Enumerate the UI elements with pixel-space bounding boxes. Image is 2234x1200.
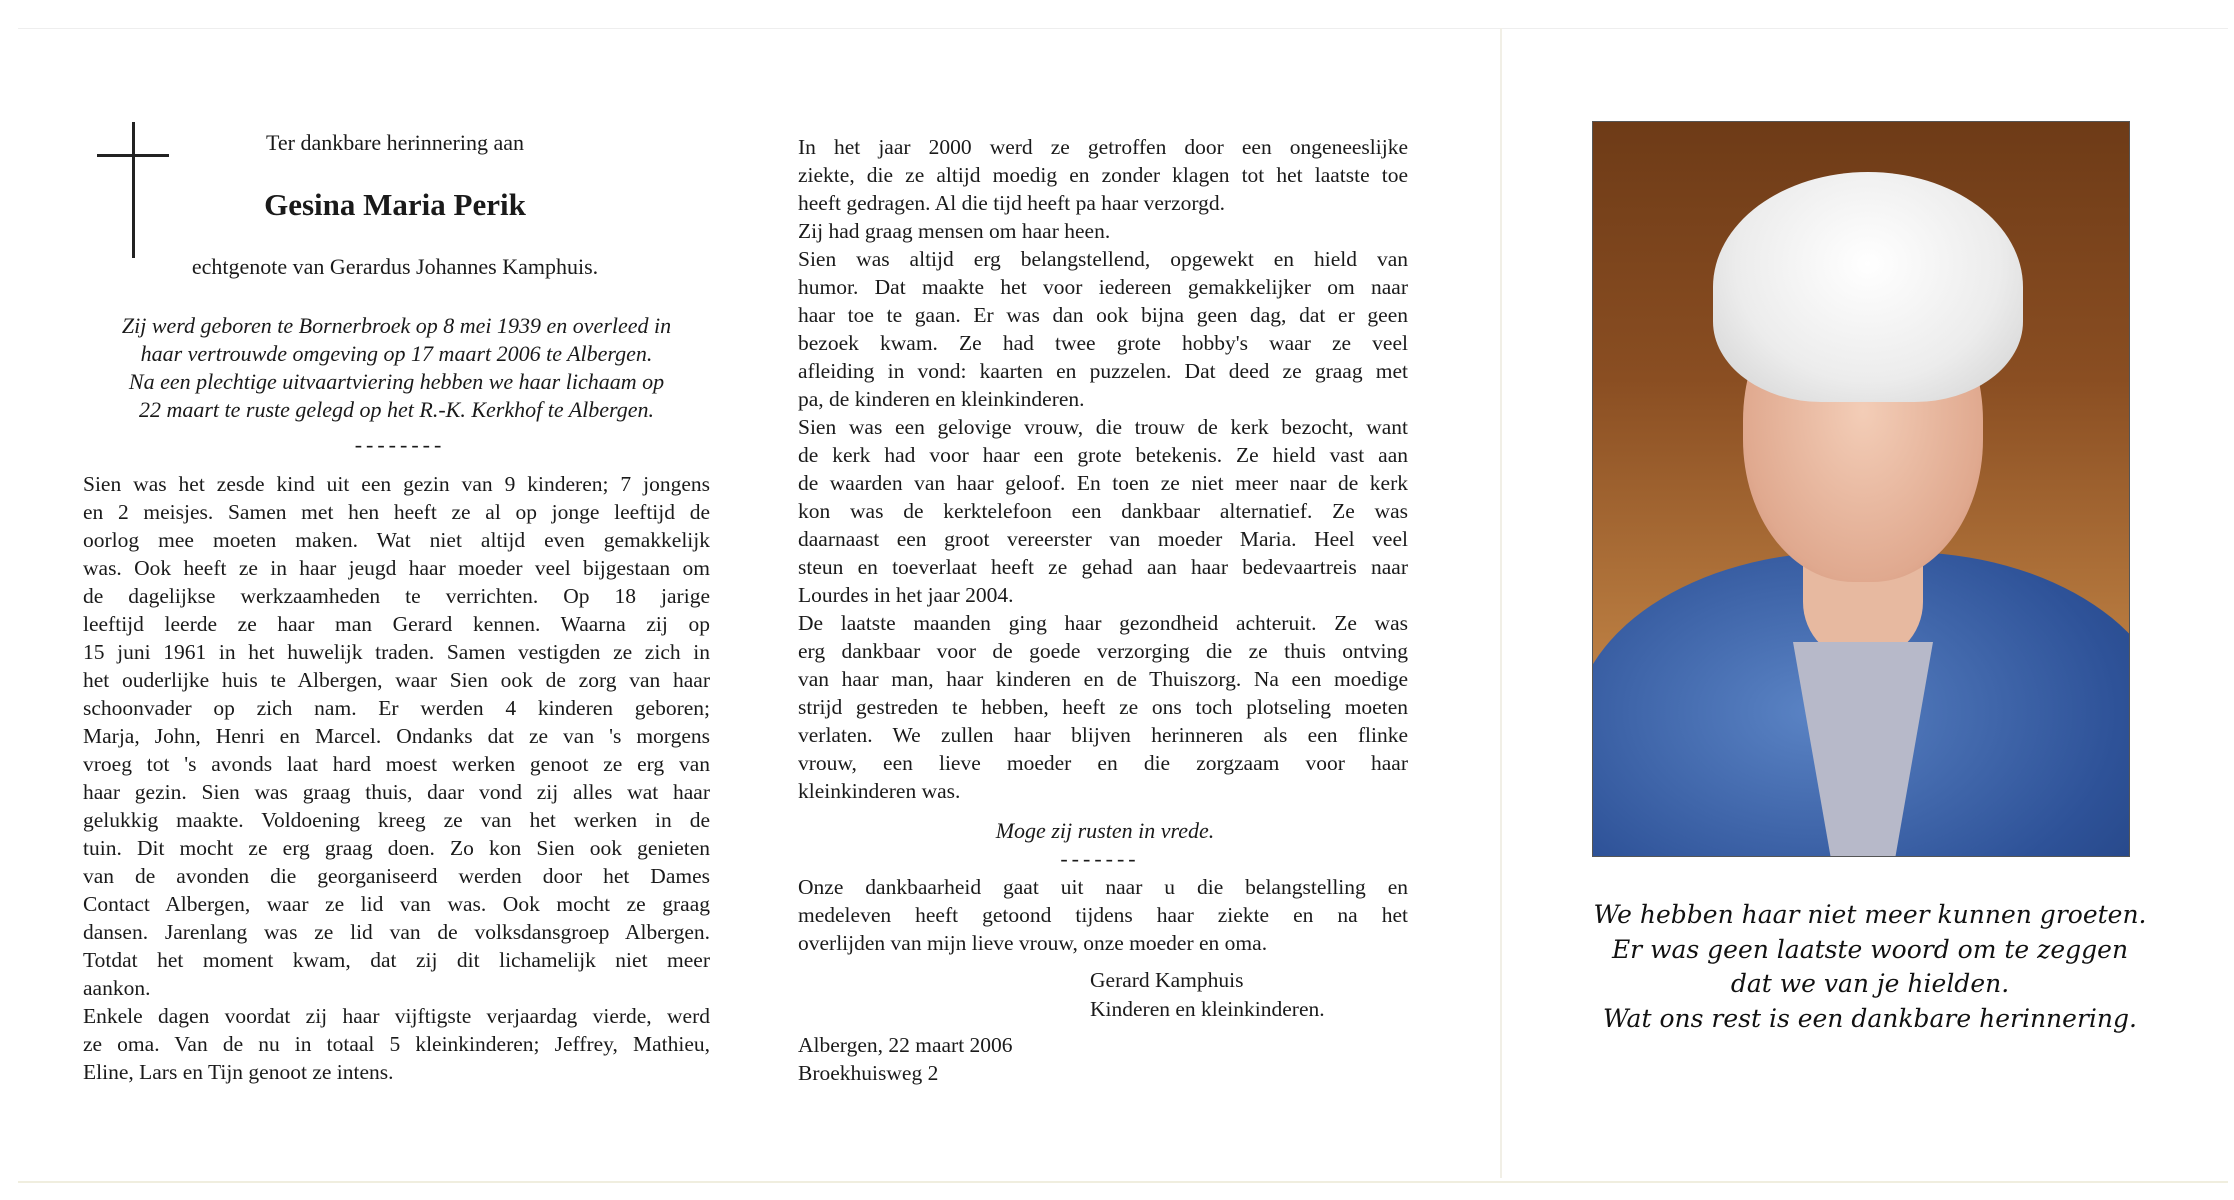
text-line: 15 juni 1961 in het huwelijk traden. Samen vestigden ze zich in (83, 640, 710, 664)
detail-line: Zij werd geboren te Bornerbroek op 8 mei 1939 en overleed in (121, 313, 672, 338)
poem (1580, 898, 2160, 1036)
text-line: Lourdes in het jaar 2004. (798, 583, 1014, 607)
text-line: was. Ook heeft ze in haar jeugd haar moeder veel bijgestaan om (83, 556, 710, 580)
text-line: steun en toeverlaat heeft ze gehad aan haar bedevaartreis naar (798, 555, 1408, 579)
text-line: Sien was altijd erg belangstellend, opgewekt en hield van (798, 247, 1408, 271)
text-line: Totdat het moment kwam, dat zij dit lichamelijk niet meer (83, 948, 710, 972)
date-line: Albergen, 22 maart 2006 (798, 1033, 1013, 1057)
cross-icon (132, 122, 135, 258)
text-line: van haar man, haar kinderen en de Thuiszorg. Na een moedige (798, 667, 1408, 691)
text-line: dansen. Jarenlang was ze lid van de volksdansgroep Albergen. (83, 920, 710, 944)
text-line: schoonvader op zich nam. Er werden 4 kinderen geboren; (83, 696, 710, 720)
text-line: gelukkig maakte. Voldoening kreeg ze van het werken in de (83, 808, 710, 832)
text-line: In het jaar 2000 werd ze getroffen door een ongeneeslijke (798, 135, 1408, 159)
text-line: Eline, Lars en Tijn genoot ze intens. (83, 1060, 394, 1084)
text-line: kon was de kerktelefoon een dankbaar alternatief. Ze was (798, 499, 1408, 523)
place-date (798, 1031, 1013, 1087)
text-line: tuin. Dit mocht ze erg graag doen. Zo kon Sien ook genieten (83, 836, 710, 860)
intro-text: Ter dankbare herinnering aan (265, 130, 525, 155)
text-line: overlijden van mijn lieve vrouw, onze moeder en oma. (798, 931, 1268, 955)
text-line: Onze dankbaarheid gaat uit naar u die belangstelling en (798, 875, 1408, 899)
text-line: vrouw, een lieve moeder en die zorgzaam voor haar (798, 751, 1408, 775)
text-line: De laatste maanden ging haar gezondheid achteruit. Ze was (798, 611, 1408, 635)
text-line: kleinkinderen was. (798, 779, 961, 803)
poem-line: dat we van je hielden. (1730, 969, 2010, 998)
text-line: leeftijd leerde ze haar man Gerard kennen. Waarna zij op (83, 612, 710, 636)
card-fold-line (1500, 28, 1502, 1178)
text-line: oorlog mee moeten maken. Wat niet altijd even gemakkelijk (83, 528, 710, 552)
divider: -------- (354, 432, 446, 457)
text-line: pa, de kinderen en kleinkinderen. (798, 387, 1085, 411)
text-line: bezoek kwam. Ze had twee grote hobby's waar ze veel (798, 331, 1408, 355)
life-details (83, 312, 710, 424)
biography-middle (798, 133, 1408, 805)
detail-line: haar vertrouwde omgeving op 17 maart 2006 te Albergen. (140, 341, 653, 366)
divider: ------- (1060, 846, 1140, 871)
deceased-name: Gesina Maria Perik (264, 187, 526, 222)
blessing: Moge zij rusten in vrede. (995, 818, 1215, 843)
text-line: aankon. (83, 976, 151, 1000)
signature (1090, 966, 1325, 1024)
photo-hair (1713, 172, 2023, 402)
text-line: strijd gestreden te hebben, heeft ze ons toch plotseling moeten (798, 695, 1408, 719)
poem-line: Wat ons rest is een dankbare herinnering. (1603, 1003, 2137, 1033)
text-line: haar toe te gaan. Er was dan ook bijna geen dag, dat er geen (798, 303, 1408, 327)
cross-icon-bar (97, 154, 169, 157)
text-line: erg dankbaar voor de goede verzorging die ze thuis ontving (798, 639, 1408, 663)
text-line: Sien was een gelovige vrouw, die trouw de kerk bezocht, want (798, 415, 1408, 439)
text-line: van de avonden die georganiseerd werden door het Dames (83, 864, 710, 888)
detail-line: 22 maart te ruste gelegd op het R.-K. Kerkhof te Albergen. (138, 397, 655, 422)
text-line: het ouderlijke huis te Albergen, waar Sien ook de zorg van haar (83, 668, 710, 692)
text-line: Zij had graag mensen om haar heen. (798, 219, 1111, 243)
poem-line: Er was geen laatste woord om te zeggen (1611, 934, 2129, 964)
text-line: daarnaast een groot vereerster van moeder Maria. Heel veel (798, 527, 1408, 551)
text-line: de dagelijkse werkzaamheden te verrichten. Op 18 jarige (83, 584, 710, 608)
poem-line: We hebben haar niet meer kunnen groeten. (1593, 900, 2147, 929)
text-line: Marja, John, Henri en Marcel. Ondanks dat ze van 's morgens (83, 724, 710, 748)
text-line: ziekte, die ze altijd moedig en zonder klagen tot het laatste toe (798, 163, 1408, 187)
detail-line: Na een plechtige uitvaartviering hebben we haar lichaam op (128, 369, 665, 394)
text-line: vroeg tot 's avonds laat hard moest werken genoot ze erg van (83, 752, 710, 776)
text-line: haar gezin. Sien was graag thuis, daar vond zij alles wat haar (83, 780, 710, 804)
portrait-photo (1592, 121, 2130, 857)
text-line: Sien was het zesde kind uit een gezin van 9 kinderen; 7 jongens (83, 472, 710, 496)
thanks-text (798, 873, 1408, 957)
biography-left (83, 470, 710, 1086)
text-line: heeft gedragen. Al die tijd heeft pa haar verzorgd. (798, 191, 1226, 215)
text-line: Enkele dagen voordat zij haar vijftigste verjaardag vierde, werd (83, 1004, 710, 1028)
text-line: medeleven heeft getoond tijdens haar ziekte en na het (798, 903, 1408, 927)
text-line: humor. Dat maakte het voor iedereen gemakkelijker om naar (798, 275, 1408, 299)
signature-family: Kinderen en kleinkinderen. (1090, 997, 1325, 1021)
text-line: afleiding in vond: kaarten en puzzelen. Dat deed ze graag met (798, 359, 1408, 383)
text-line: Contact Albergen, waar ze lid van was. Ook mocht ze graag (83, 892, 710, 916)
signature-name: Gerard Kamphuis (1090, 968, 1244, 992)
address-line: Broekhuisweg 2 (798, 1061, 939, 1085)
text-line: verlaten. We zullen haar blijven herinneren als een flinke (798, 723, 1408, 747)
text-line: ze oma. Van de nu in totaal 5 kleinkinderen; Jeffrey, Mathieu, (83, 1032, 710, 1056)
text-line: en 2 meisjes. Samen met hen heeft ze al op jonge leeftijd de (83, 500, 710, 524)
text-line: de kerk had voor haar een grote betekenis. Ze hield vast aan (798, 443, 1408, 467)
spouse-text: echtgenote van Gerardus Johannes Kamphuis. (191, 254, 599, 279)
text-line: de waarden van haar geloof. En toen ze niet meer naar de kerk (798, 471, 1408, 495)
